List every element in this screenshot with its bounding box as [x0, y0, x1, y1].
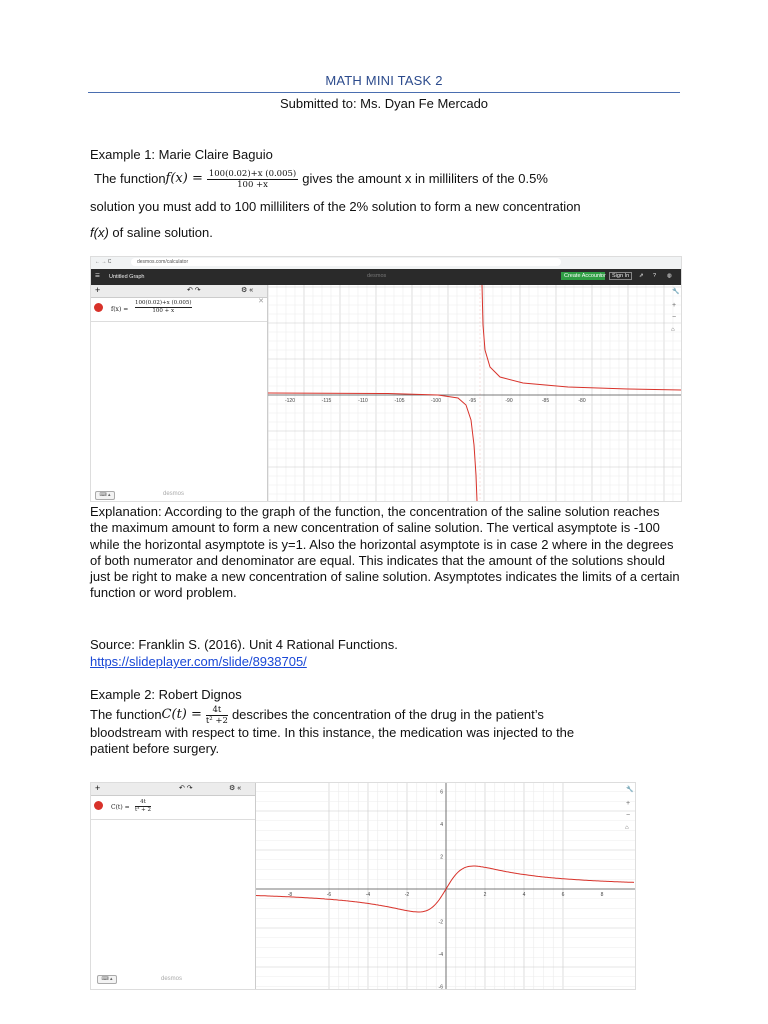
- example2-fraction: [206, 705, 228, 726]
- example1-func-lhs: f(x) =: [165, 171, 203, 186]
- example1-intro-suffix: gives the amount x in milliliters of the 0.5%: [302, 171, 548, 186]
- example1-line3: [90, 225, 213, 241]
- zoom-in-icon-2: +: [626, 800, 631, 807]
- x-tick-label: 8: [600, 892, 604, 898]
- keyboard-icon: ⌨ ▴: [95, 491, 115, 500]
- x-tick-label: -80: [578, 398, 586, 404]
- expr1-fraction: [135, 300, 192, 315]
- x-tick-label: 2: [483, 892, 487, 898]
- keyboard-icon-2: ⌨ ▴: [97, 975, 117, 984]
- home-icon-2: ⌂: [625, 825, 629, 831]
- help-icon: ?: [653, 273, 657, 279]
- example2-line2: bloodstream with respect to time. In this instance, the medication was injected to the: [90, 725, 575, 740]
- expr1-num: 100(0.02)+x (0.005): [135, 300, 192, 306]
- graph-side-buttons: [671, 287, 679, 333]
- y-tick-label: -4: [438, 952, 443, 958]
- x-tick-label: -85: [541, 398, 550, 404]
- grid-2: [256, 783, 635, 989]
- expression-row-1: [91, 297, 267, 322]
- x-tick-label: -115: [321, 398, 332, 404]
- x-tick-label: -4: [365, 892, 371, 898]
- example1-intro-prefix: The function: [94, 171, 166, 186]
- x-tick-label: -90: [505, 398, 513, 404]
- footer-brand-2: desmos: [161, 976, 183, 982]
- x-tick-label: -95: [468, 398, 477, 404]
- x-tick-label: -8: [287, 892, 293, 898]
- add-icon-2: +: [95, 783, 101, 793]
- wrench-icon: 🔧: [672, 289, 680, 295]
- example1-fraction: [207, 169, 298, 190]
- expr1-den: 100 + x: [152, 308, 175, 314]
- desmos-logo-icon-2: [94, 801, 103, 810]
- y-tick-label: 2: [440, 854, 443, 861]
- title-underline: [88, 92, 680, 93]
- x-tick-label: -100: [430, 398, 442, 404]
- graph-title: Untitled Graph: [109, 274, 145, 280]
- globe-icon: ◍: [667, 273, 672, 279]
- x-tick-label: 6: [561, 892, 565, 898]
- expr2-fraction: [135, 799, 151, 814]
- y-tick-label: 6: [440, 789, 443, 796]
- undo-icon: ↶ ↷: [187, 287, 201, 294]
- source-text: Source: Franklin S. (2016). Unit 4 Rational Functions.: [90, 637, 398, 652]
- menu-icon: ☰: [95, 273, 100, 279]
- expr1-lhs: f(x) =: [111, 306, 129, 313]
- x-tick-label: -105: [394, 398, 405, 404]
- wrench-icon-2: 🔧: [626, 787, 634, 793]
- zoom-in-icon: +: [672, 302, 677, 309]
- curve-right-branch: [482, 285, 681, 390]
- or-text: or: [601, 273, 606, 279]
- x-tick-label: -120: [284, 398, 296, 404]
- desmos-screenshot-1: [90, 256, 682, 502]
- source-link[interactable]: https://slideplayer.com/slide/8938705/: [90, 654, 307, 669]
- footer-brand: desmos: [163, 491, 185, 497]
- graph-2: [256, 783, 635, 989]
- example1-line3-rest: of saline solution.: [108, 225, 213, 240]
- gear-icon: ⚙ «: [241, 287, 254, 294]
- example1-explanation: Explanation: According to the graph of the function, the concentration of the saline solution reaches the maximum amount to form a new concentration of saline solution. The vertical asymptote is -100 while the horizontal asymptote is y=1. Also the horizontal asymptote is in case 2 where in the degrees of both numerator and denominator are equal. This indicates that the amount of the solutions should just be right to make a new concentration of saline solution. Asymptotes indicates the limits of a certain function or word problem.: [90, 504, 680, 601]
- undo-icon-2: ↶ ↷: [179, 785, 193, 792]
- expr2-lhs: C(t) =: [111, 804, 130, 811]
- graph-1: [268, 285, 681, 501]
- url-text: desmos.com/calculator: [137, 259, 189, 265]
- document-title: MATH MINI TASK 2: [325, 73, 443, 88]
- example2-line3: patient before surgery.: [90, 741, 220, 756]
- example2-func-lhs: C(t) =: [161, 707, 202, 722]
- x-tick-label: -110: [358, 398, 368, 404]
- example2-intro-suffix: describes the concentration of the drug in the patient’s: [231, 707, 544, 722]
- x-tick-label: -2: [404, 892, 410, 898]
- x-tick-label: -6: [326, 892, 332, 898]
- example2-intro-prefix: The function: [90, 707, 162, 722]
- example1-intro: [94, 166, 548, 192]
- create-account-button: Create Account: [561, 272, 605, 280]
- close-icon: ✕: [258, 298, 264, 305]
- graph-side-buttons-2: [625, 785, 633, 831]
- expr2-den: t² + 2: [135, 807, 152, 813]
- share-icon: ⇗: [639, 273, 644, 279]
- desmos-logo-icon: [94, 303, 103, 312]
- example1-line3-italic: f(x): [90, 225, 109, 240]
- example1-frac-den: 100 +x: [237, 179, 268, 190]
- sign-in-button: Sign In: [609, 272, 632, 280]
- y-tick-label: -6: [438, 984, 443, 989]
- example2-frac-num: 4t: [206, 705, 228, 716]
- example1-frac-num: 100(0.02)+x (0.005): [208, 168, 297, 179]
- home-icon: ⌂: [671, 327, 675, 333]
- x-tick-label: 4: [522, 892, 526, 898]
- add-icon: +: [95, 285, 101, 295]
- y-tick-label: -2: [438, 919, 443, 926]
- desmos-screenshot-2: [90, 782, 636, 990]
- expression-panel: [91, 285, 268, 501]
- url-field: [131, 258, 561, 266]
- desmos-app-bar: [91, 269, 681, 285]
- example1-line2: solution you must add to 100 milliliters of the 2% solution to form a new concentration: [90, 199, 581, 214]
- example1-heading: Example 1: Marie Claire Baguio: [90, 147, 273, 162]
- example2-heading: Example 2: Robert Dignos: [90, 687, 242, 702]
- expression-row-2: [91, 795, 255, 820]
- expr2-num: 4t: [135, 799, 151, 807]
- x-tick-labels-1: [285, 398, 586, 404]
- gear-icon-2: ⚙ «: [229, 785, 242, 792]
- y-tick-label: 4: [440, 822, 443, 828]
- submitted-to: Submitted to: Ms. Dyan Fe Mercado: [279, 96, 489, 111]
- example2-frac-den: t² +2: [205, 715, 228, 726]
- desmos-brand: desmos: [367, 273, 387, 279]
- expression-panel-2: [91, 783, 256, 989]
- zoom-out-icon: −: [672, 314, 677, 321]
- browser-nav-icons: ← → C: [95, 259, 112, 265]
- zoom-out-icon-2: −: [626, 812, 631, 819]
- example2-intro: [90, 704, 544, 726]
